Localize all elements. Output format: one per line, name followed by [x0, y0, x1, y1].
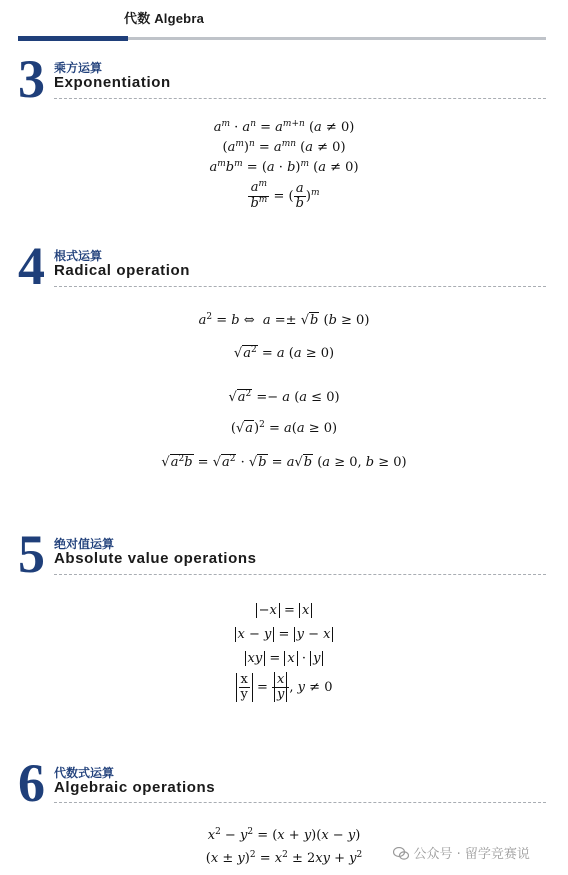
page-title: 代数 Algebra — [124, 11, 205, 26]
formula: x − y = y − x — [0, 627, 568, 642]
header-rule — [128, 37, 546, 40]
section-title-en: Radical operation — [54, 262, 191, 279]
formula: $\frac{a^m}{b^m}$ = ( $\frac{a}{b}$ )$^m$ — [250, 179, 320, 211]
formula: $√a^2b = √a^2 \cdot √b = a√b$ (a ≥ 0, b ≥ 0) — [161, 454, 407, 470]
section-number: 5 — [18, 524, 45, 584]
section-title-en: Algebraic operations — [54, 779, 216, 796]
formula: $√a^2 =- a$ (a ≤ 0) — [228, 389, 340, 405]
section-divider — [54, 802, 546, 803]
wechat-icon — [393, 846, 413, 862]
formula: xy = x · y — [0, 651, 568, 666]
formula: $a^mb^m = (a \cdot b)^m$ (a ≠ 0) — [209, 159, 359, 175]
section-title-cn: 根式运算 — [54, 249, 103, 263]
section-number: 4 — [18, 236, 45, 296]
section-number: 6 — [18, 753, 45, 813]
formula: $x^2 - y^2 = (x + y)(x - y)$ — [207, 827, 361, 843]
header-accent-bar — [18, 36, 128, 41]
section-title-cn: 绝对值运算 — [54, 537, 115, 551]
formula: $\frac{x}{y}$ = $\frac{x}{y}$ , y ≠ 0 — [0, 673, 568, 702]
section-divider — [54, 574, 546, 575]
section-title-en: Exponentiation — [54, 74, 171, 91]
formula: $√a^2 = a$ (a ≥ 0) — [233, 345, 335, 361]
watermark — [393, 843, 530, 862]
formula: $(√a)^2 = a(a \ge 0)$ — [230, 420, 338, 436]
watermark-text: 公众号 · 留学竞赛说 — [413, 847, 530, 862]
section-title-cn: 代数式运算 — [54, 766, 115, 780]
formula: $a^2 = b$ ⇔ a =± √b (b ≥ 0) — [198, 312, 370, 328]
section-title-en: Absolute value operations — [54, 550, 257, 567]
formula: $(a^m)^n = a^{mn}$ (a ≠ 0) — [222, 139, 346, 155]
section-title-cn: 乘方运算 — [54, 61, 103, 75]
formula: $(x \pm y)^2 = x^2 \pm 2xy + y^2$ — [205, 850, 363, 866]
formula: $a^m \cdot a^n = a^{m+n}$ (a ≠ 0) — [213, 119, 355, 135]
formula: −x = x — [0, 603, 568, 618]
section-number: 3 — [18, 49, 45, 109]
section-divider — [54, 98, 546, 99]
section-divider — [54, 286, 546, 287]
